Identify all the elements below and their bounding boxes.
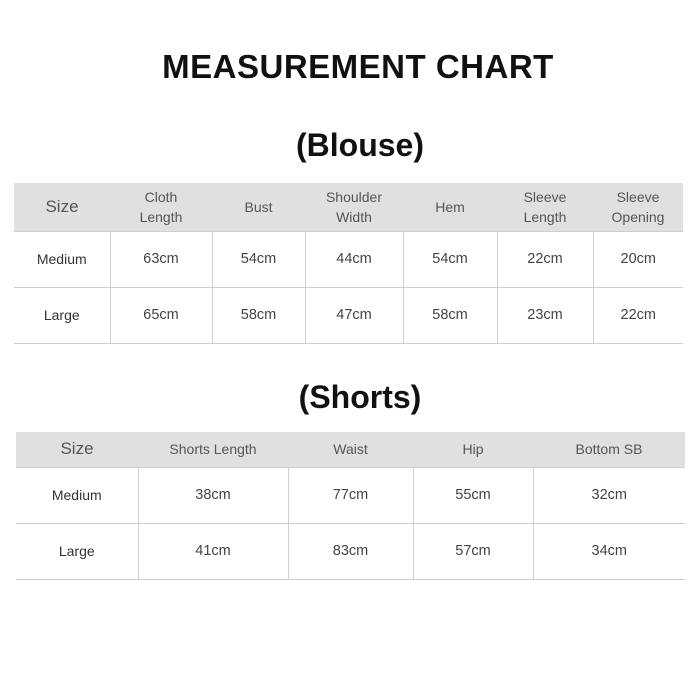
shorts-table-body (16, 467, 685, 579)
measurement-cell: 57cm (413, 523, 533, 579)
blouse-header-cell: Hem (403, 183, 497, 231)
measurement-cell: 65cm (110, 287, 212, 343)
measurement-cell: 34cm (533, 523, 685, 579)
table-row (14, 287, 683, 343)
measurement-cell: 83cm (288, 523, 413, 579)
size-label-cell: Large (16, 523, 138, 579)
shorts-header-cell: Size (16, 432, 138, 467)
measurement-cell: 47cm (305, 287, 403, 343)
measurement-cell: 38cm (138, 467, 288, 523)
size-label-cell: Large (14, 287, 110, 343)
measurement-cell: 20cm (593, 231, 683, 287)
measurement-cell: 77cm (288, 467, 413, 523)
measurement-cell: 22cm (497, 231, 593, 287)
table-row (16, 523, 685, 579)
page-title: MEASUREMENT CHART (162, 48, 554, 85)
measurement-cell: 23cm (497, 287, 593, 343)
measurement-cell: 58cm (212, 287, 305, 343)
measurement-cell: 58cm (403, 287, 497, 343)
blouse-header-row (14, 183, 683, 231)
shorts-header-cell: Waist (288, 432, 413, 467)
blouse-header-cell: Sleeve Length (497, 183, 593, 231)
size-label-cell: Medium (14, 231, 110, 287)
blouse-header-cell: Size (14, 183, 110, 231)
measurement-cell: 41cm (138, 523, 288, 579)
blouse-header-cell: Bust (212, 183, 305, 231)
measurement-cell: 63cm (110, 231, 212, 287)
shorts-header-cell: Hip (413, 432, 533, 467)
measurement-cell: 44cm (305, 231, 403, 287)
shorts-header-cell: Bottom SB (533, 432, 685, 467)
blouse-measurement-table (14, 183, 683, 344)
measurement-cell: 54cm (212, 231, 305, 287)
measurement-cell: 54cm (403, 231, 497, 287)
shorts-header-row (16, 432, 685, 467)
blouse-table-body (14, 231, 683, 343)
size-label-cell: Medium (16, 467, 138, 523)
measurement-cell: 32cm (533, 467, 685, 523)
shorts-section-title: (Shorts) (298, 379, 422, 415)
table-row (16, 467, 685, 523)
blouse-header-cell: Shoulder Width (305, 183, 403, 231)
shorts-measurement-table (16, 432, 685, 580)
measurement-cell: 22cm (593, 287, 683, 343)
blouse-header-cell: Cloth Length (110, 183, 212, 231)
measurement-cell: 55cm (413, 467, 533, 523)
blouse-header-cell: Sleeve Opening (593, 183, 683, 231)
table-row (14, 231, 683, 287)
blouse-section-title: (Blouse) (296, 127, 424, 163)
shorts-header-cell: Shorts Length (138, 432, 288, 467)
